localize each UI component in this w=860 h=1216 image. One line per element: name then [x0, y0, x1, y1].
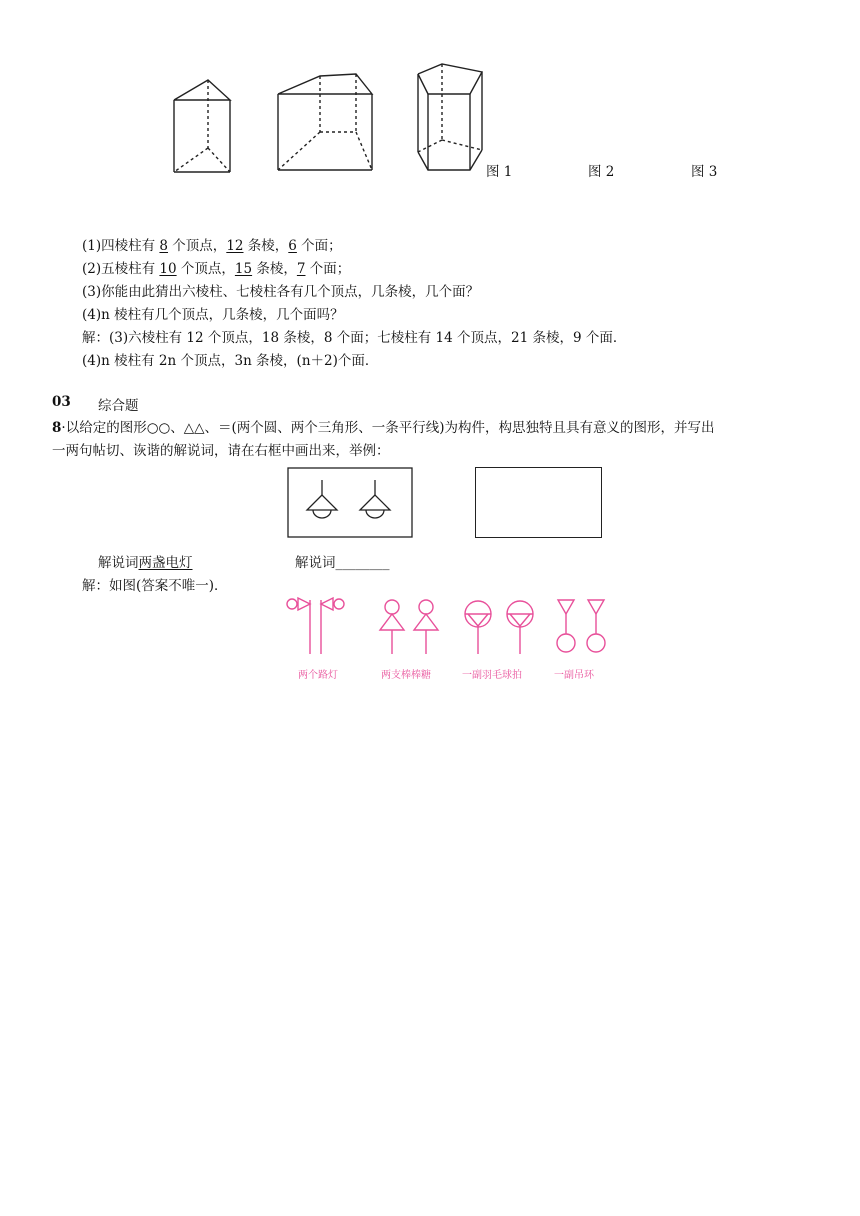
badminton-racket-icon — [465, 601, 533, 654]
q1-answer-vertices: 8 — [159, 238, 169, 254]
q1-prefix: (1)四棱柱有 — [82, 238, 160, 254]
q2-answer-edges: 15 — [234, 261, 253, 277]
prism-figure-2 — [276, 72, 376, 172]
q2-answer-faces: 7 — [296, 261, 306, 277]
answer-caption-label: 解说词 — [295, 555, 336, 571]
problem-8-line-1 — [52, 416, 715, 436]
q2-suffix: 个面； — [305, 261, 351, 277]
question-4: (4)n 棱柱有几个顶点，几条棱，几个面吗？ — [82, 307, 344, 323]
q2-mid1: 个顶点， — [176, 261, 235, 277]
example-caption-label: 解说词 — [98, 555, 139, 571]
figure-label-1: 图 1 — [486, 164, 513, 180]
prism-figure-3 — [416, 62, 486, 172]
q2-prefix: (2)五棱柱有 — [82, 261, 160, 277]
q1-answer-edges: 12 — [226, 238, 244, 254]
q2-answer-vertices: 10 — [159, 261, 177, 277]
section-number: 03 — [52, 394, 71, 410]
street-light-icon — [287, 598, 344, 654]
answer-caption-2: 两支棒棒糖 — [381, 670, 431, 681]
figure-label-2: 图 2 — [588, 164, 615, 180]
answer-caption-4: 一副吊环 — [554, 670, 594, 681]
answer-caption — [295, 551, 390, 571]
answer-box[interactable] — [475, 467, 602, 538]
answer-caption-1: 两个路灯 — [298, 670, 338, 681]
q1-mid2: 条棱， — [243, 238, 289, 254]
q1-suffix: 个面； — [296, 238, 342, 254]
answer-3: 解：(3)六棱柱有 12 个顶点，18 条棱，8 个面；七棱柱有 14 个顶点，21 条棱，9 个面． — [82, 330, 627, 346]
q2-mid2: 条棱， — [252, 261, 297, 277]
answer-4: (4)n 棱柱有 2n 个顶点，3n 条棱，(n＋2)个面． — [82, 353, 379, 369]
lamp-icon-left — [307, 480, 337, 518]
answer-figures — [282, 598, 612, 660]
question-3: (3)你能由此猜出六棱柱、七棱柱各有几个顶点，几条棱，几个面？ — [82, 284, 480, 300]
answer-caption-3: 一副羽毛球拍 — [462, 670, 522, 681]
example-box — [287, 467, 413, 539]
q1-answer-faces: 6 — [288, 238, 297, 254]
example-caption-value: 两盏电灯 — [138, 555, 193, 571]
question-1 — [82, 234, 342, 254]
lamp-icon-right — [360, 480, 390, 518]
gymnastic-rings-icon — [557, 600, 605, 652]
figure-label-3: 图 3 — [691, 164, 718, 180]
prism-figure-1 — [172, 76, 232, 176]
problem-8-line-2: 一两句帖切、诙谐的解说词，请在右框中画出来，举例： — [52, 443, 390, 459]
section-title: 综合题 — [98, 398, 139, 414]
problem-8-text-1: ·以给定的图形○○、△△、＝(两个圆、两个三角形、一条平行线)为构件，构思独特且具有意义的图形，并写出 — [61, 420, 715, 436]
solution-text: 解：如图(答案不唯一)． — [82, 578, 228, 594]
q1-mid1: 个顶点， — [168, 238, 227, 254]
lollipop-icon — [380, 600, 438, 654]
example-caption — [98, 551, 193, 571]
problem-number: 8 — [52, 420, 62, 436]
answer-caption-blank[interactable]: ________ — [335, 555, 390, 571]
question-2 — [82, 257, 350, 277]
